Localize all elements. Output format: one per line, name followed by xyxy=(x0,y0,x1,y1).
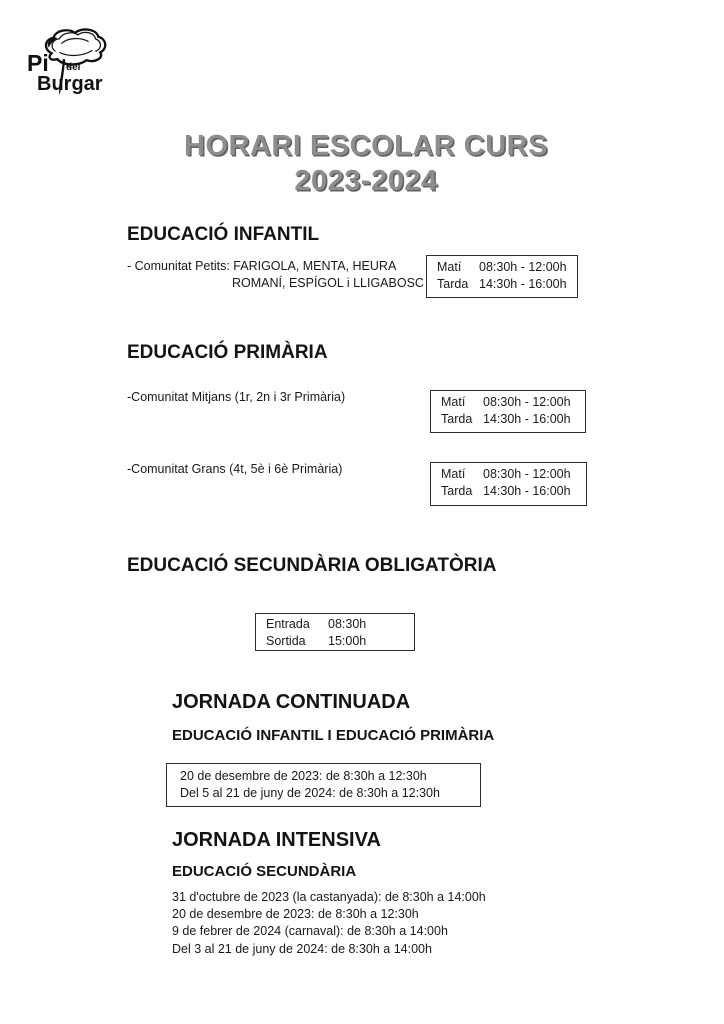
schedule-label: Sortida xyxy=(266,634,306,648)
grans-schedule-box xyxy=(430,462,587,506)
schedule-label: Tarda xyxy=(441,412,473,426)
schedule-value: 15:00h xyxy=(328,634,367,648)
schedule-row xyxy=(441,394,585,411)
document-title xyxy=(0,129,724,199)
heading-educacio-secundaria-obligatoria: EDUCACIÓ SECUNDÀRIA OBLIGATÒRIA xyxy=(127,555,497,576)
schedule-value: 08:30h - 12:00h xyxy=(483,395,571,409)
heading-jornada-continuada: JORNADA CONTINUADA xyxy=(172,691,411,713)
subheading-educacio-secundaria: EDUCACIÓ SECUNDÀRIA xyxy=(172,863,357,880)
continuada-dates-box xyxy=(166,763,481,807)
schedule-row xyxy=(266,616,414,633)
schedule-value: 14:30h - 16:00h xyxy=(483,412,571,426)
schedule-label: Tarda xyxy=(441,484,473,498)
primaria-mitjans-label: -Comunitat Mitjans (1r, 2n i 3r Primària) xyxy=(127,390,346,404)
date-line: Del 3 al 21 de juny de 2024: de 8:30h a 14:00h xyxy=(172,941,432,956)
intensiva-dates-list xyxy=(172,889,486,958)
schedule-row xyxy=(437,276,577,293)
infantil-schedule-box xyxy=(426,255,578,298)
date-line: 31 d'octubre de 2023 (la castanyada): de 8:30h a 14:00h xyxy=(172,890,486,904)
schedule-label: Entrada xyxy=(266,617,310,631)
schedule-value: 08:30h xyxy=(328,617,367,631)
infantil-community-line-2: ROMANÍ, ESPÍGOL i LLIGABOSC xyxy=(232,276,424,290)
schedule-row xyxy=(441,483,586,500)
heading-educacio-infantil: EDUCACIÓ INFANTIL xyxy=(127,224,320,245)
heading-educacio-primaria: EDUCACIÓ PRIMÀRIA xyxy=(127,342,328,363)
eso-schedule-box xyxy=(255,613,415,651)
logo-text-del: del xyxy=(66,62,81,73)
title-line-1: HORARI ESCOLAR CURS xyxy=(184,130,548,162)
date-line: 20 de desembre de 2023: de 8:30h a 12:30h xyxy=(172,907,419,922)
primaria-grans-label: -Comunitat Grans (4t, 5è i 6è Primària) xyxy=(127,462,343,476)
schedule-value: 08:30h - 12:00h xyxy=(479,260,567,274)
schedule-row xyxy=(441,466,586,483)
title-line-2: 2023-2024 xyxy=(294,165,438,197)
mitjans-schedule-box xyxy=(430,390,586,433)
schedule-label: Matí xyxy=(437,260,462,274)
infantil-community-line-1: - Comunitat Petits: FARIGOLA, MENTA, HEURA xyxy=(127,259,397,273)
schedule-label: Matí xyxy=(441,467,466,481)
schedule-row xyxy=(266,633,414,650)
schedule-value: 14:30h - 16:00h xyxy=(483,484,571,498)
heading-jornada-intensiva: JORNADA INTENSIVA xyxy=(172,829,381,851)
subheading-infantil-i-primaria: EDUCACIÓ INFANTIL I EDUCACIÓ PRIMÀRIA xyxy=(172,727,495,744)
date-line: 9 de febrer de 2024 (carnaval): de 8:30h a 14:00h xyxy=(172,924,448,939)
schedule-row xyxy=(441,411,585,428)
date-line: 20 de desembre de 2023: de 8:30h a 12:30h xyxy=(180,769,427,783)
schedule-row xyxy=(437,259,577,276)
logo-text-pi: Pi xyxy=(27,50,49,76)
schedule-value: 08:30h - 12:00h xyxy=(483,467,571,481)
schedule-label: Matí xyxy=(441,395,466,409)
school-logo xyxy=(0,0,140,120)
date-line: Del 5 al 21 de juny de 2024: de 8:30h a 12:30h xyxy=(180,786,440,800)
schedule-value: 14:30h - 16:00h xyxy=(479,277,567,291)
schedule-label: Tarda xyxy=(437,277,469,291)
logo-text-burgar: Burgar xyxy=(37,73,103,95)
